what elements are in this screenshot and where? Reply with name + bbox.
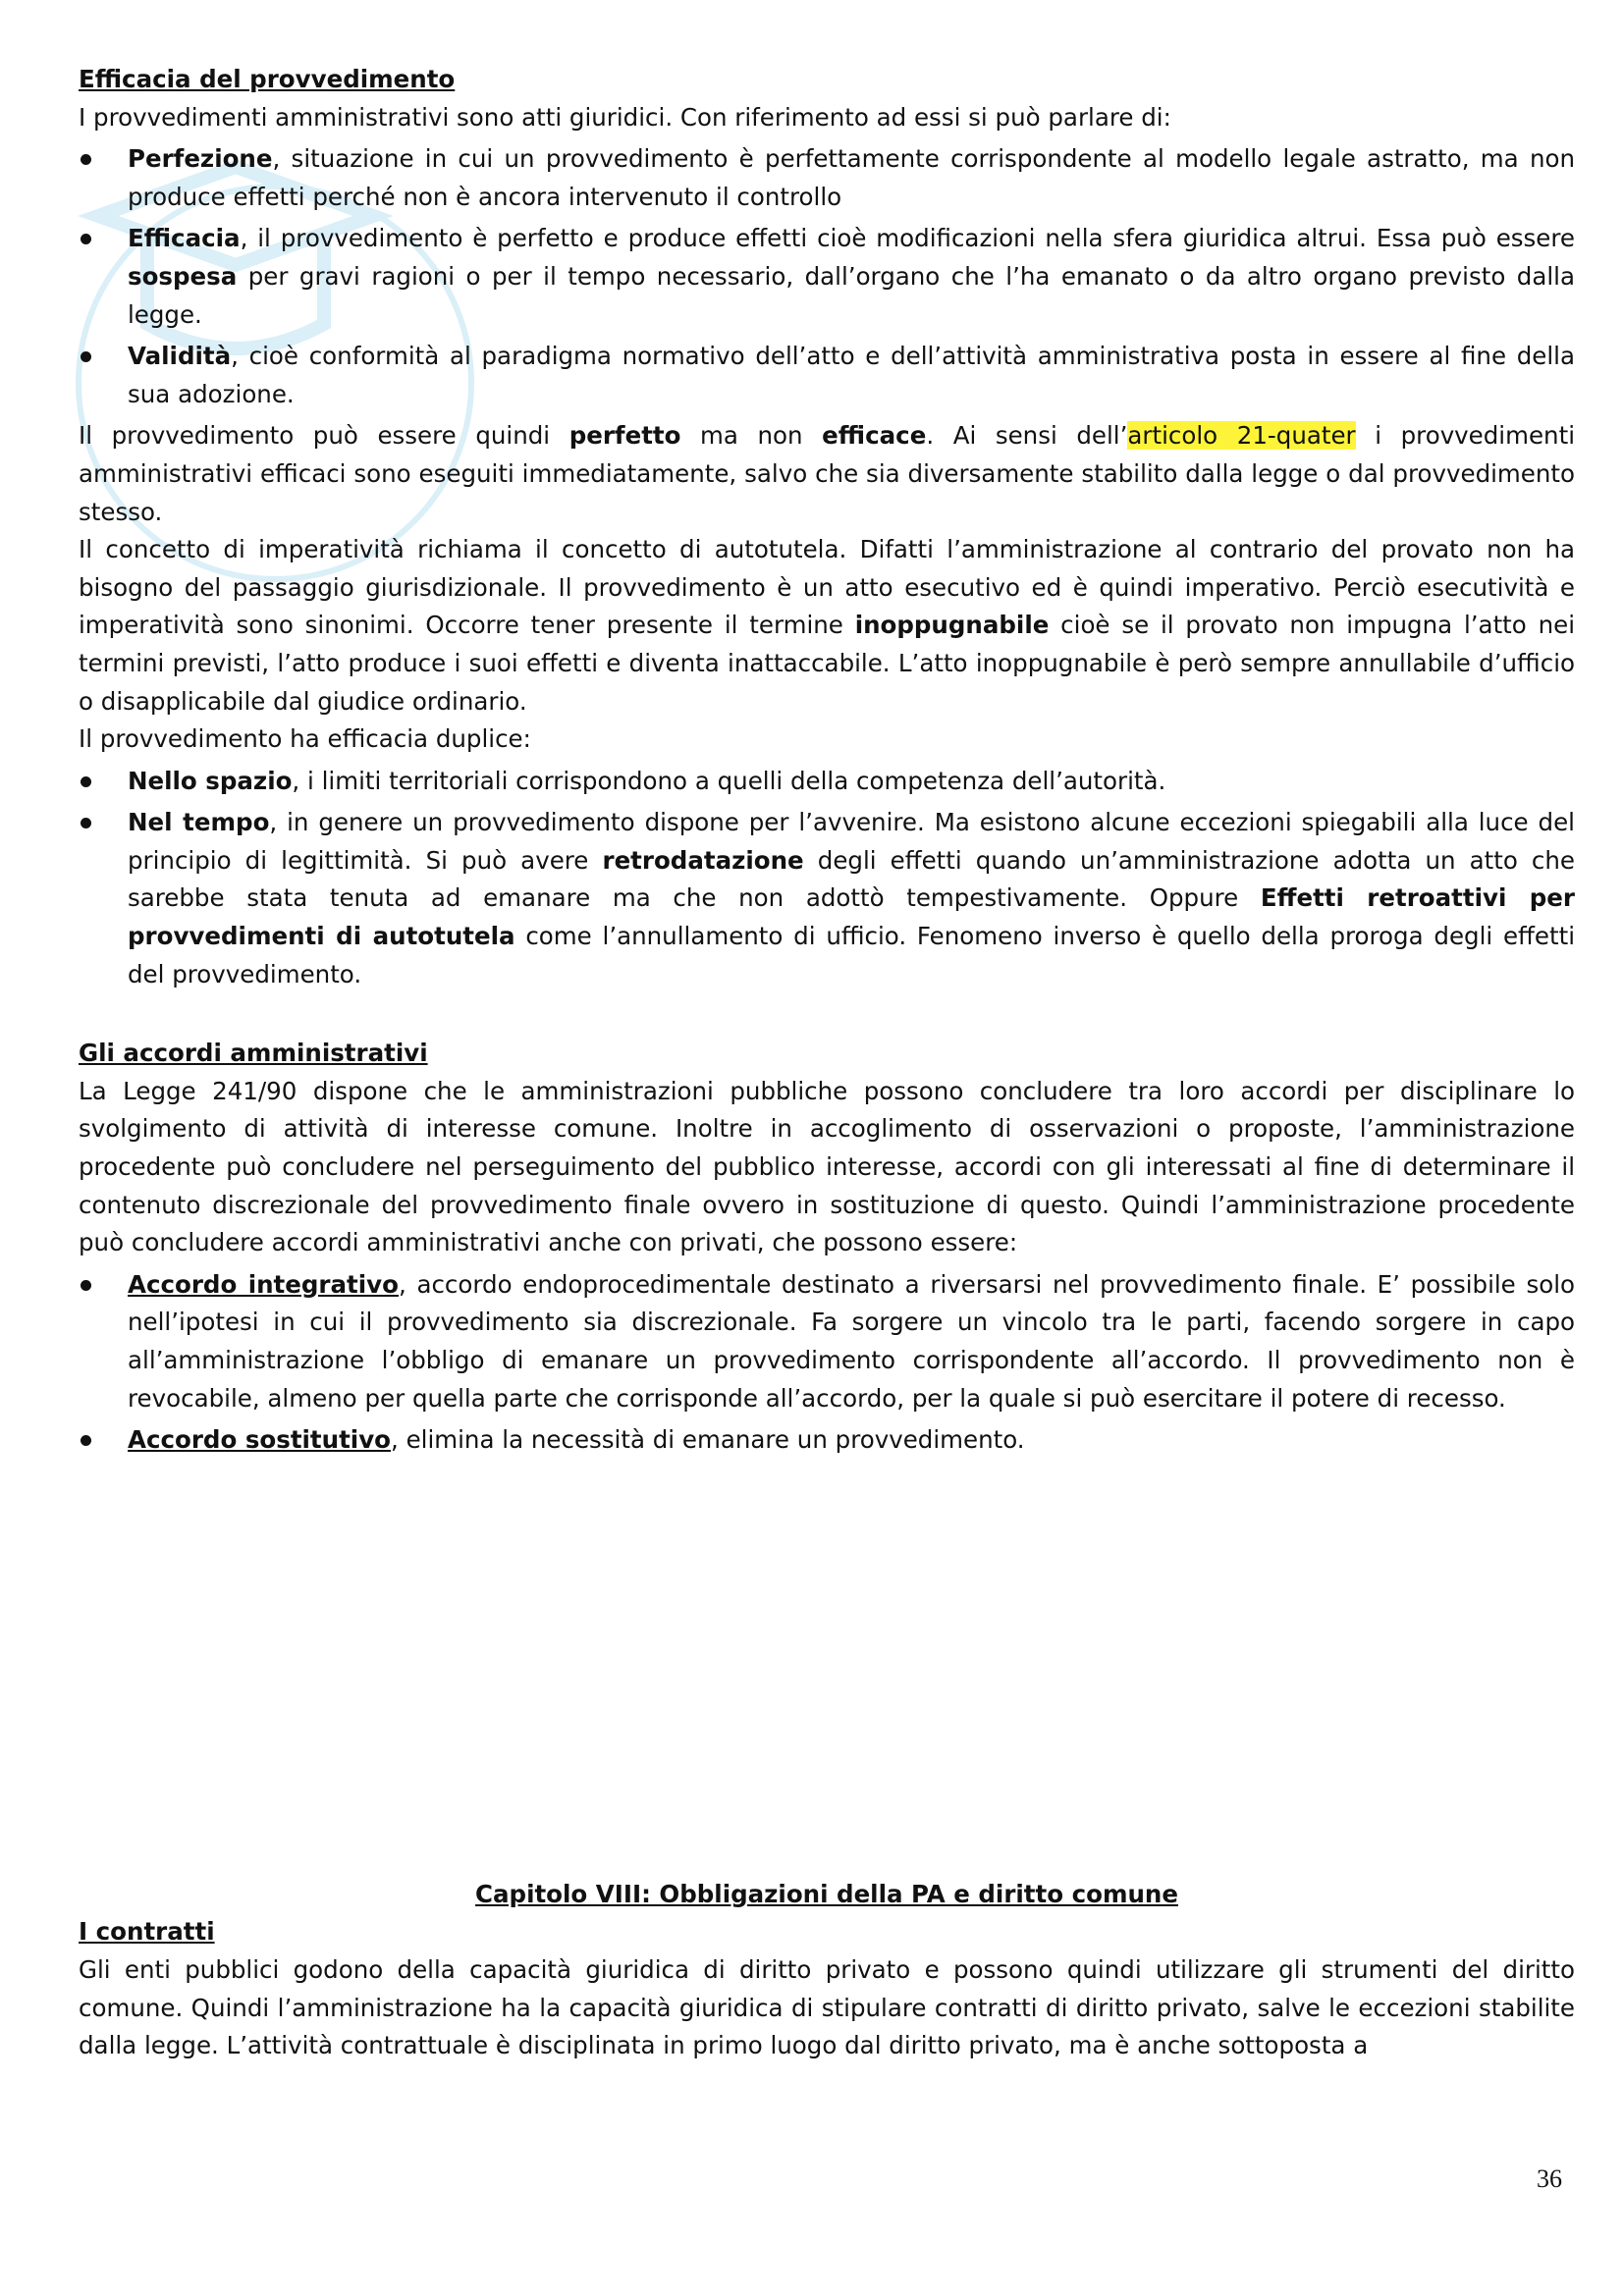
term-bold: Nel tempo	[128, 808, 270, 837]
paragraph-contratti: Gli enti pubblici godono della capacità giuridica di diritto privato e possono quindi utilizzare gli strumenti del diritto comune. Quindi l’amministrazione ha la capacità giuridica di stipulare contratti di diritto privato, salve le eccezioni stabilite dalla legge. L’attività contrattuale è disciplinata in primo luogo dal diritto privato, ma è anche sottoposta a	[79, 1954, 1575, 2060]
section-heading-contratti: I contratti	[79, 1917, 215, 1947]
section-heading-accordi: Gli accordi amministrativi	[79, 1039, 428, 1068]
term-description: , elimina la necessità di emanare un provvedimento.	[391, 1425, 1025, 1455]
text-run: Il provvedimento può essere quindi	[79, 421, 569, 451]
paragraph-perfetto-efficace	[79, 417, 1575, 531]
section-heading-efficacia: Efficacia del provvedimento	[79, 65, 456, 93]
text-run: ma non	[680, 421, 823, 451]
term-bold-inline: perfetto	[568, 421, 681, 451]
highlighted-reference: articolo 21-quater	[1127, 421, 1356, 451]
bullet-icon	[81, 818, 91, 828]
chapter-title: Capitolo VIII: Obbligazioni della PA e diritto comune	[475, 1879, 1178, 1908]
term-bold-inline: inoppugnabile	[854, 611, 1050, 640]
bullet-icon	[81, 776, 91, 787]
term-description: , accordo endoprocedimentale destinato a riversarsi nel provvedimento finale. E’ possibile solo nell’ipotesi in cui il provvedimento sia discrezionale. Fa sorgere un vincolo tra le parti, facendo sorgere in capo all’amministrazione l’obbligo di emanare un provvedimento corrispondente all’accordo. Il provvedimento non è revocabile, almeno per quella parte che corrisponde all’accordo, per la quale si può esercitare il potere di recesso.	[128, 1269, 1575, 1413]
bullet-list-efficacia	[79, 140, 1575, 413]
term-bold-inline: Effetti retroattivi per provvedimenti di autotutela	[128, 883, 1575, 951]
paragraph-imperativita	[79, 531, 1575, 721]
bullet-icon	[81, 351, 91, 362]
term-bold: Nello spazio	[128, 766, 293, 795]
term-description: , il provvedimento è perfetto e produce effetti cioè modificazioni nella sfera giuridica altrui. Essa può essere	[240, 224, 1575, 253]
list-item	[79, 220, 1575, 334]
list-item	[79, 338, 1575, 413]
term-description: , situazione in cui un provvedimento è perfettamente corrispondente al modello legale astratto, ma non produce effetti perché non è ancora intervenuto il controllo	[128, 144, 1575, 211]
term-description: , in genere un provvedimento dispone per l’avvenire. Ma esistono alcune eccezioni spiegabili alla luce del principio di legittimità. Si può avere	[128, 808, 1575, 875]
bullet-icon	[81, 1280, 91, 1291]
term-bold: Perfezione	[128, 144, 273, 174]
term-description: come l’annullamento di ufficio. Fenomeno inverso è quello della proroga degli effetti del provvedimento.	[128, 922, 1576, 988]
bullet-icon	[81, 234, 91, 244]
bullet-list-duplice	[79, 763, 1575, 994]
term-description: per gravi ragioni o per il tempo necessario, dall’organo che l’ha emanato o da altro organo previsto dalla legge.	[128, 261, 1575, 329]
term-bold-inline: efficace	[822, 421, 927, 451]
term-bold: Accordo sostitutivo	[128, 1425, 391, 1455]
page-number: 36	[1537, 2164, 1562, 2193]
text-run: cioè se il provato non impugna l’atto nei termini previsti, l’atto produce i suoi effetti e diventa inattaccabile. L’atto inoppugnabile è però sempre annullabile d’ufficio o disapplicabile dal giudice ordinario.	[79, 611, 1575, 716]
document-page	[79, 61, 1575, 2065]
term-description: , cioè conformità al paradigma normativo dell’atto e dell’attività amministrativa posta in essere al fine della sua adozione.	[128, 342, 1575, 408]
bullet-icon	[81, 1435, 91, 1446]
text-run: Il concetto di imperatività richiama il concetto di autotutela. Difatti l’amministrazione al contrario del provato non ha bisogno del passaggio giurisdizionale. Il provvedimento è un atto esecutivo ed è quindi imperativo. Perciò esecutività e imperatività sono sinonimi. Occorre tener presente il termine	[79, 535, 1575, 640]
term-bold: Validità	[128, 342, 232, 371]
term-bold-inline: retrodatazione	[602, 845, 804, 875]
list-item	[79, 804, 1575, 993]
term-description: , i limiti territoriali corrispondono a quelli della competenza dell’autorità.	[292, 766, 1166, 795]
term-bold: Efficacia	[128, 224, 241, 253]
paragraph-intro: I provvedimenti amministrativi sono atti giuridici. Con riferimento ad essi si può parlare di:	[79, 102, 1171, 132]
bullet-list-accordi	[79, 1266, 1575, 1460]
term-description: degli effetti quando un’amministrazione adotta un atto che sarebbe stata tenuta ad emanare ma che non adottò tempestivamente. Oppure	[128, 845, 1575, 913]
bullet-icon	[81, 154, 91, 165]
paragraph-efficacia-duplice: Il provvedimento ha efficacia duplice:	[79, 724, 531, 754]
text-run: . Ai sensi dell’	[926, 421, 1128, 451]
paragraph-accordi: La Legge 241/90 dispone che le amministrazioni pubbliche possono concludere tra loro accordi per disciplinare lo svolgimento di attività di interesse comune. Inoltre in accoglimento di osservazioni o proposte, l’amministrazione procedente può concludere nel perseguimento del pubblico interesse, accordi con gli interessati al fine di determinare il contenuto discrezionale del provvedimento finale ovvero in sostituzione di questo. Quindi l’amministrazione procedente può concludere accordi amministrativi anche con privati, che possono essere:	[79, 1076, 1575, 1257]
list-item	[79, 763, 1575, 801]
term-bold: Accordo integrativo	[128, 1269, 399, 1299]
list-item	[79, 1421, 1575, 1460]
list-item	[79, 140, 1575, 216]
term-bold-inline: sospesa	[128, 261, 238, 291]
list-item	[79, 1266, 1575, 1417]
text-run: i provvedimenti amministrativi efficaci sono eseguiti immediatamente, salvo che sia diversamente stabilito dalla legge o dal provvedimento stesso.	[79, 421, 1575, 526]
